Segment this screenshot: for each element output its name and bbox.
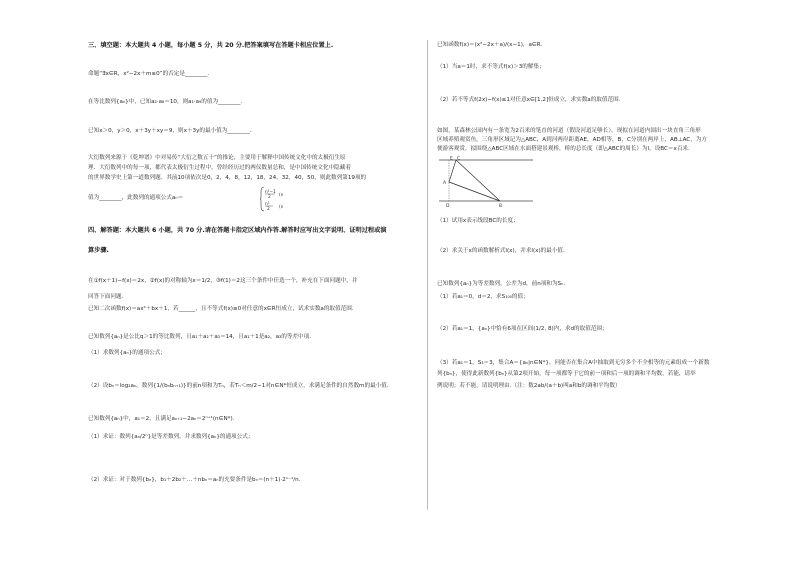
figure-label-e: E xyxy=(450,156,453,162)
question-18-part2: （2）设bₙ＝log₂aₙ，数列{1/(bₙbₙ₊₁)}的前n项和为Tₙ，若Tₙ＜m/2−1对n∈N*恒成立，求满足条件的自然数m的最小值. xyxy=(88,383,389,389)
question-19-part2: （2）求证：对于数列{bₙ}，b₁＋2b₂＋…＋nbₙ＝aₙ的充要条件是bₙ＝(n＋1)·2ⁿ⁻¹/n. xyxy=(88,477,301,483)
question-15: 已知x＞0，y＞0，x＋3y＋xy＝9，则x＋3y的最小值为________. xyxy=(88,128,252,134)
question-21-line3: 便游客观赏，拟围绕△ABC区域在水面搭建景观桥，桥的总长度（即△ABC的周长）为l，设BC＝x百米. xyxy=(437,146,690,152)
svg-text:n²−1: n²−1 xyxy=(265,190,276,195)
question-22-intro: 已知数列{aₙ}为等差数列，公差为d，前n项和为Sₙ. xyxy=(437,281,566,287)
question-21-part2: （2）求关于x的函数解析式l(x)，并求l(x)的最小值. xyxy=(437,248,565,254)
question-21-line2: 区域养殖观赏鱼，三角形区域记为△ABC，A到河两岸距离AE，AD相等，B，C分别在两岸上，AB⊥AC，为方 xyxy=(437,137,707,143)
question-17-line1: 在①f(x＋1)−f(x)＝2x，②f(x)的对称轴为x＝1/2，③f(1)＝2这三个条件中任选一个，补充在下面问题中，并 xyxy=(88,278,358,284)
question-18-intro: 已知数列{aₙ}是公比q＞1的等比数列，且a₁＋a₂＋a₃＝14，且a₁＋1是a₂，a₃的等差中项. xyxy=(88,334,311,340)
question-20-intro: 已知函数f(x)＝(x²−2x＋a)/(x−1)，a∈R. xyxy=(437,42,543,48)
question-22-part3-line3: 例说明；若不能，请说明理由.（注：数2ab/(a＋b)叫a和b的调和平均数） xyxy=(437,383,621,389)
question-22-part1: （1）若a₁＝0，d＝2，求S₁₀₀的值； xyxy=(437,294,529,300)
question-22-part2: （2）若a₁＝1，{aₙ}中恰有6项在区间(1/2, 8)内，求d的取值范围； xyxy=(437,326,608,332)
question-22-part3-line1: （3）若a₁＝1，S₃＝3，集合A＝{aₙ|n∈N*}，问能否在集合A中抽取到无穷多个不全相等的元素组成一个新数 xyxy=(437,360,710,366)
svg-text:2: 2 xyxy=(268,195,271,200)
piecewise-formula xyxy=(260,185,300,213)
section4-header-line2: 算步骤. xyxy=(88,247,109,254)
column-divider xyxy=(427,40,428,510)
question-16-line1: 大衍数列来源于《乾坤谱》中对易传“大衍之数五十”的推论，主要用于解释中国传统文化中的太极衍生原 xyxy=(88,155,346,161)
figure-label-d: D xyxy=(446,204,450,208)
figure-label-c: C xyxy=(457,156,461,162)
question-20-part1: （1）当a＝1时，求不等式f(x)＞3的解集； xyxy=(437,64,545,70)
question-16-line2: 理．大衍数列中的每一项，都代表太极衍生过程中，曾经经历过的两仪数量总和，是中国传统文化中隐藏着 xyxy=(88,165,351,171)
question-18-part1: （1）求数列{aₙ}的通项公式； xyxy=(88,350,166,356)
question-21-line1: 如图，某森林公园内有一条宽为2百米的笔直的河道（假设河道足够长），现拟在河道内围出一块直角三角形 xyxy=(437,128,701,134)
svg-text:n²: n² xyxy=(265,202,270,207)
question-14: 在等比数列{aₙ}中，已知a₂·a₈＝10，则a₁·a₉的值为________. xyxy=(88,99,243,105)
figure-label-a: A xyxy=(443,181,447,186)
figure-label-b: B xyxy=(499,204,503,208)
svg-text:2: 2 xyxy=(267,207,270,212)
svg-text:(n: (n xyxy=(279,193,284,198)
section3-header: 三、填空题：本大题共 4 小题，每小题 5 分，共 20 分.把答案填写在答题卡相应位置上. xyxy=(88,42,334,49)
question-21-part1: （1）试用x表示线段BC的长度； xyxy=(437,218,519,224)
question-13: 命题“∃x∈R，x²−2x＋m≤0”的否定是________. xyxy=(88,71,210,77)
question-17-line2: 回答下面问题. xyxy=(88,294,124,300)
question-16-line4: 值为________，此数列的通项公式aₙ＝ xyxy=(88,195,184,201)
question-17-line3: 已知二次函数f(x)＝ax²＋bx＋1，若______，且不等式f(x)≥0对任意的x∈R恒成立，试求实数a的取值范围. xyxy=(88,306,354,312)
question-20-part2: （2）若不等式f(2x)−f(x)≤1对任意x∈[1,2]恒成立，求实数a的取值范围. xyxy=(437,97,621,103)
question-22-part3-line2: 列{bₙ}，使得此新数列{bₙ}从第2项开始，每一项都等于它的前一项和后一项的调和平均数，若能，请举 xyxy=(437,371,696,377)
question-19-intro: 已知数列{aₙ}中，a₁＝2，且满足aₙ₊₁−2aₙ＝2ⁿ⁺¹(n∈N*). xyxy=(88,416,235,422)
question-16-line3: 的世界数学史上第一道数列题．其前10项依次是0，2，4，8，12，18，24，32，40，50，则此数列第19项的 xyxy=(88,175,367,181)
river-triangle-figure xyxy=(437,156,537,208)
svg-text:(n: (n xyxy=(279,205,284,210)
question-19-part1: （1）求证：数列{aₙ/2ⁿ}是等差数列，并求数列{aₙ}的通项公式； xyxy=(88,434,254,440)
section4-header-line1: 四、解答题：本大题共 6 小题，共 70 分.请在答题卡指定区域内作答.解答时应写出文字说明、证明过程或演 xyxy=(88,227,387,234)
